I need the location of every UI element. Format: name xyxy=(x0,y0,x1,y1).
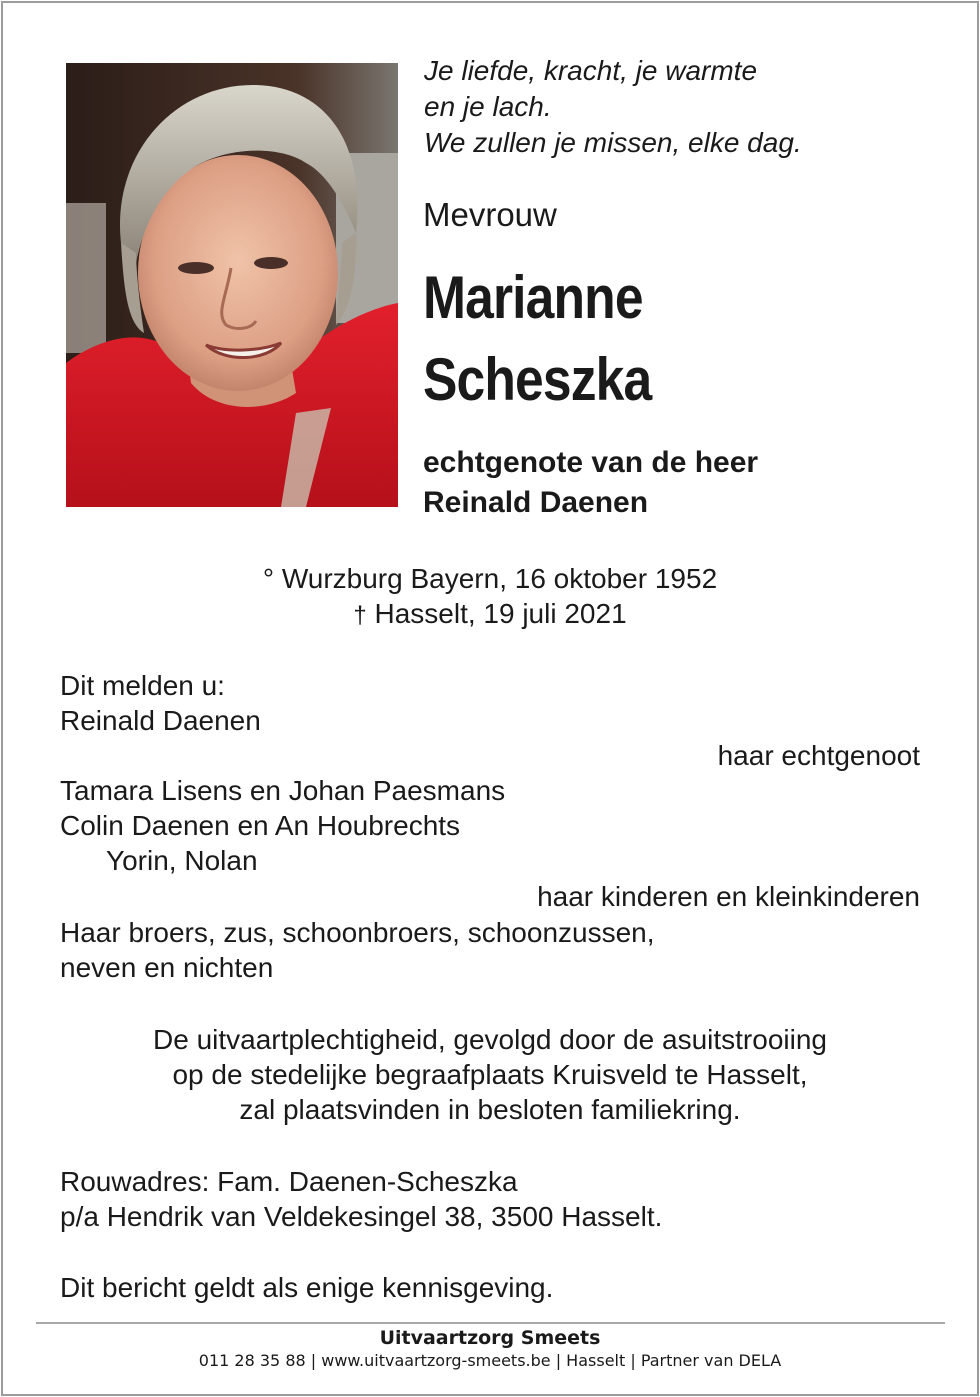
children-role: haar kinderen en kleinkinderen xyxy=(537,881,920,912)
poem-line: Je liefde, kracht, je warmte xyxy=(424,55,758,86)
notice: Dit bericht geldt als enige kennisgeving. xyxy=(60,1272,554,1303)
address-line: Rouwadres: Fam. Daenen-Scheszka xyxy=(60,1166,518,1197)
birth-date: ° Wurzburg Bayern, 16 oktober 1952 xyxy=(262,563,718,594)
poem-line: We zullen je missen, elke dag. xyxy=(424,127,802,158)
grandchildren: Yorin, Nolan xyxy=(106,845,258,876)
cross-icon: † xyxy=(353,602,367,629)
relation-line: echtgenote van de heer xyxy=(423,446,759,479)
footer-divider xyxy=(36,1322,945,1324)
last-name: Scheszka xyxy=(423,346,652,413)
spouse-name: Reinald Daenen xyxy=(423,486,649,519)
siblings-line: neven en nichten xyxy=(60,952,274,983)
announcer-spouse: Reinald Daenen xyxy=(60,705,261,736)
ceremony-line: zal plaatsvinden in besloten familiekring. xyxy=(239,1094,741,1125)
announcer-child: Colin Daenen en An Houbrechts xyxy=(60,810,461,841)
poem-line: en je lach. xyxy=(424,91,552,122)
honorific: Mevrouw xyxy=(423,196,557,233)
funeral-home-name: Uitvaartzorg Smeets xyxy=(379,1327,601,1349)
ceremony-line: De uitvaartplechtigheid, gevolgd door de asuitstrooiing xyxy=(153,1024,827,1055)
ceremony-line: op de stedelijke begraafplaats Kruisveld te Hasselt, xyxy=(172,1059,808,1090)
death-date: Hasselt, 19 juli 2021 xyxy=(374,598,627,629)
siblings-line: Haar broers, zus, schoonbroers, schoonzussen, xyxy=(60,917,655,948)
death-date-line xyxy=(0,600,980,628)
funeral-home-details: 011 28 35 88 | www.uitvaartzorg-smeets.be | Hasselt | Partner van DELA xyxy=(198,1351,782,1370)
portrait-photo xyxy=(66,63,398,507)
announcers-intro: Dit melden u: xyxy=(60,670,225,701)
first-name: Marianne xyxy=(423,264,643,331)
spouse-role: haar echtgenoot xyxy=(717,740,920,771)
announcer-child: Tamara Lisens en Johan Paesmans xyxy=(60,775,506,806)
address-line: p/a Hendrik van Veldekesingel 38, 3500 Hasselt. xyxy=(60,1201,663,1232)
